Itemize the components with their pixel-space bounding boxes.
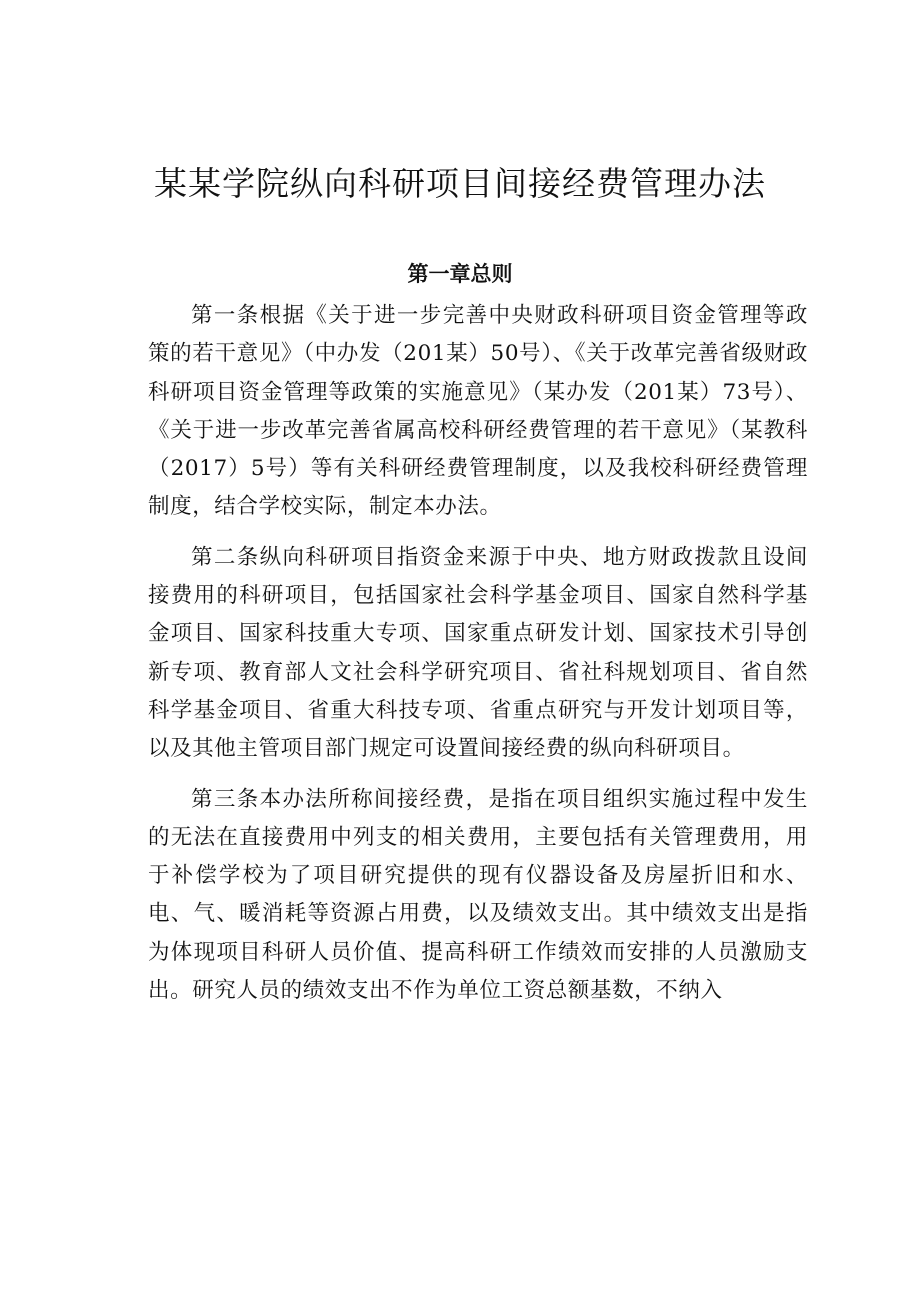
article-2-paragraph: 第二条纵向科研项目指资金来源于中央、地方财政拨款且设间接费用的科研项目，包括国家社会科学基金项目、国家自然科学基金项目、国家科技重大专项、国家重点研发计划、国家技术引导创新专项、教育部人文社会科学研究项目、省社科规划项目、省自然科学基金项目、省重大科技专项、省重点研究与开发计划项目等，以及其他主管项目部门规定可设置间接经费的纵向科研项目。 (148, 544, 808, 762)
article-3-paragraph: 第三条本办法所称间接经费，是指在项目组织实施过程中发生的无法在直接费用中列支的相关费用，主要包括有关管理费用，用于补偿学校为了项目研究提供的现有仪器设备及房屋折旧和水、电、气、暖消耗等资源占用费，以及绩效支出。其中绩效支出是指为体现项目科研人员价值、提高科研工作绩效而安排的人员激励支出。研究人员的绩效支出不作为单位工资总额基数，不纳入 (148, 786, 808, 1004)
document-body (148, 297, 808, 1010)
article-1-paragraph: 第一条根据《关于进一步完善中央财政科研项目资金管理等政策的若干意见》（中办发（201某）50号）、《关于改革完善省级财政科研项目资金管理等政策的实施意见》（某办发（201某）73号）、《关于进一步改革完善省属高校科研经费管理的若干意见》（某教科（2017）5号）等有关科研经费管理制度，以及我校科研经费管理制度，结合学校实际，制定本办法。 (148, 303, 808, 520)
document-title: 某某学院纵向科研项目间接经费管理办法 (154, 164, 766, 203)
chapter-heading: 第一章总则 (407, 262, 513, 286)
